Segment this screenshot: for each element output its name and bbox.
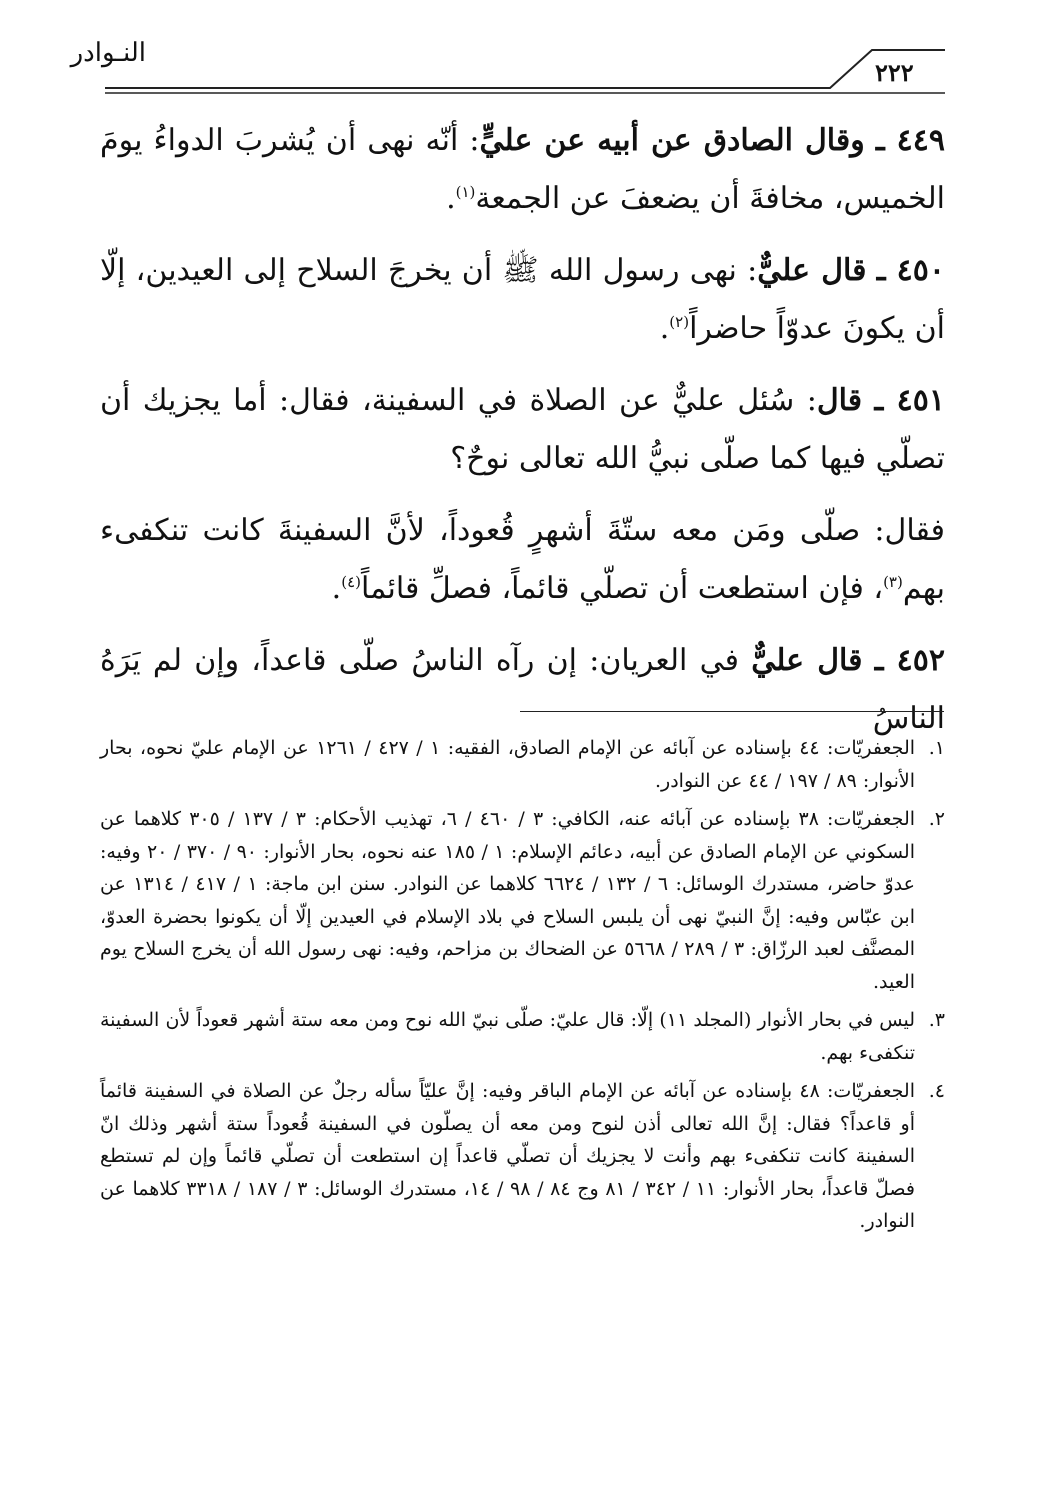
hadith-text: : سُئل عليٌّ عن الصلاة في السفينة، فقال: أما يجزيك أن تصلّي فيها كما صلّى نبيُّ الله تعالى نوحٌ؟ [100,383,945,476]
hadith-paragraph [100,502,945,618]
hadith-paragraph [100,372,945,488]
hadith-tail: ، فإن استطعت أن تصلّي قائماً، فصلِّ قائماً [360,571,884,606]
hadith-paragraph [100,242,945,358]
footnote-marker[interactable]: (١) [455,183,476,201]
footnote-marker[interactable]: (٤) [341,573,361,591]
footnote-marker[interactable]: (٣) [883,573,903,591]
hadith-text: فقال: صلّى ومَن معه ستّةَ أشهرٍ قُعوداً، لأنَّ السفينةَ كانت تنكفىء بهم [100,513,945,606]
page-number: ٢٢٢ [875,58,914,87]
hadith-tail: . [659,311,670,346]
footnote-number: ٤. [928,1080,945,1102]
footnote-number: ٢. [928,808,945,830]
footnote-number: ١. [928,737,945,759]
hadith-paragraph [100,112,945,228]
hadith-number: ٤٥١ ـ [874,383,946,418]
hadith-number: ٤٥٠ ـ [876,253,945,288]
main-text [100,112,945,762]
footnote-text: الجعفريّات: ٤٤ بإسناده عن آبائه عن الإمام الصادق، الفقيه: ١ / ٤٢٧ / ١٢٦١ عن الإمام عليّ نحوه، بحار الأنوار: ٨٩ / ١٩٧ / ٤٤ عن النوادر. [100,737,916,792]
book-title: النـوادر [70,38,146,68]
footnote [100,1004,945,1069]
hadith-narrator: وقال الصادق عن أبيه عن عليٍّ [479,123,865,158]
hadith-number: ٤٥٢ ـ [874,643,945,678]
hadith-tail: . [446,181,456,216]
hadith-number: ٤٤٩ ـ [875,123,946,158]
hadith-tail: . [331,571,342,606]
footnotes [100,732,945,1244]
footnote-number: ٣. [928,1009,945,1031]
footnote [100,803,945,998]
footnote-text: ليس في بحار الأنوار (المجلد ١١) إلّا: قال عليّ: صلّى نبيّ الله نوح ومن معه ستة أشهر قعوداً لأن السفينة تنكفىء بهم. [100,1009,915,1064]
footnote-text: الجعفريّات: ٣٨ بإسناده عن آبائه عنه، الكافي: ٣ / ٤٦٠ / ٦، تهذيب الأحكام: ٣ / ١٣٧ / ٣٠٥ كلاهما عن السكوني عن الإمام الصادق عن أبيه، دعائم الإسلام: ١ / ١٨٥ عنه نحوه، بحار الأنوار: ٩٠ / ٣٧٠ / ٢٠ وفيه: عدوّ حاضر، مستدرك الوسائل: ٦ / ١٣٢ / ٦٦٢٤ كلاهما عن النوادر. سنن ابن ماجة: ١ / ٤١٧ / ١٣١٤ عن ابن عبّاس وفيه: إنَّ النبيّ نهى أن يلبس السلاح في بلاد الإسلام في العيدين إلّا أن يكونوا بحضرة العدوّ، المصنَّف لعبد الرزّاق: ٣ / ٢٨٩ / ٥٦٦٨ عن الضحاك بن مزاحم، وفيه: نهى رسول الله أن يخرج السلاح يوم العيد. [100,808,916,993]
hadith-text: : نهى رسول الله ﷺ أن يخرجَ السلاح إلى العيدين، إلّا أن يكونَ عدوّاً حاضراً [100,253,945,346]
footnote-marker[interactable]: (٢) [669,313,690,331]
hadith-text: : أنّه نهى أن يُشربَ الدواءُ يومَ الخميس، مخافةَ أن يضعفَ عن الجمعة [100,123,945,216]
footnote-separator [520,711,944,712]
hadith-paragraph [100,632,945,748]
hadith-narrator: قال عليٌّ [757,253,867,288]
hadith-text: في العريان: إن رآه الناسُ صلّى قاعداً، وإن لم يَرَهُ الناسُ [100,643,945,736]
footnote-text: الجعفريّات: ٤٨ بإسناده عن آبائه عن الإمام الباقر وفيه: إنَّ عليّاً سأله رجلٌ عن الصلاة في السفينة قائماً أو قاعداً؟ فقال: إنَّ الله تعالى أذن لنوح ومن معه أن يصلّون في السفينة قُعوداً ستة أشهر وذلك انّ السفينة كانت تنكفىء بهم وأنت لا يجزيك أن تصلّي قاعداً إن استطعت أن تصلّي قائماً وإن لم تستطع فصلّ قاعداً، بحار الأنوار: ١١ / ٣٤٢ / ٨١ وج ٨٤ / ٩٨ / ١٤، مستدرك الوسائل: ٣ / ١٨٧ / ٣٣١٨ كلاهما عن النوادر. [100,1080,915,1232]
page-header [0,0,1041,100]
hadith-narrator: قال [816,383,863,418]
footnote [100,1075,945,1238]
hadith-narrator: قال عليٌّ [751,643,863,678]
footnote [100,732,945,797]
